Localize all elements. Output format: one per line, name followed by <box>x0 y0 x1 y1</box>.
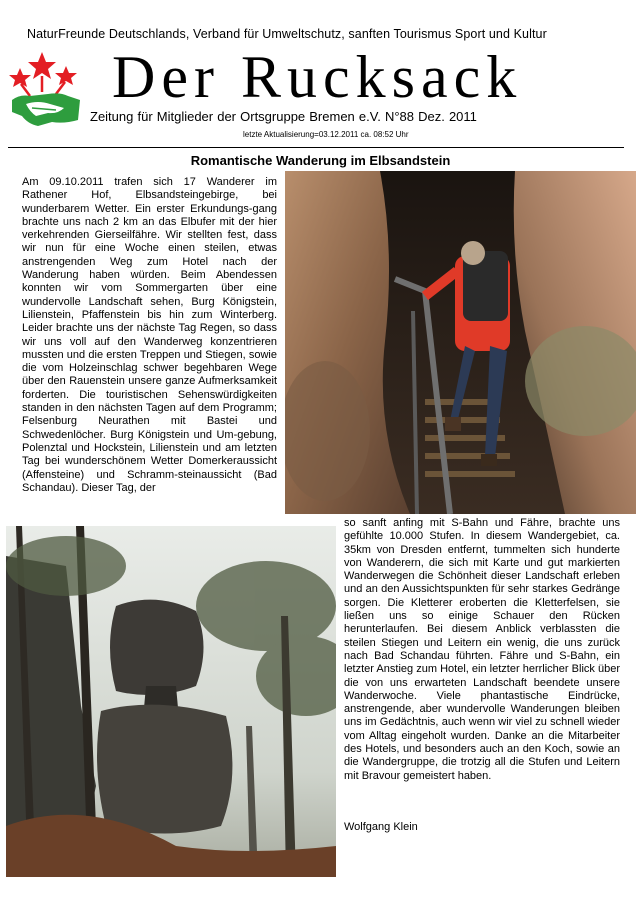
article-headline: Romantische Wanderung im Elbsandstein <box>190 153 451 168</box>
naturfreunde-logo-icon <box>8 50 84 128</box>
balanced-rock-in-fog-photo-icon <box>6 526 336 877</box>
article-author: Wolfgang Klein <box>344 821 418 833</box>
article-column-2: so sanft anfing mit S-Bahn und Fähre, brachte uns gefühlte 10.000 Stufen. In diesem Wandergebiet, ca. 35km von Dresden entfernt, tummelten sich hunderte von Wanderern, die sich mit Karte und gut markierten Wanderwegen die Schönheit dieser Landschaft erleben und an den Aussichtspunkten für sehr starkes Gedränge sorgen. Die Kletterer eroberten die Kletterfelsen, sie ließen uns so einige Schauer den Rücken herunterlaufen. Bei diesem Anblick verblassten die steilen Stiegen und Leitern ein wenig, die uns zurück nach Bad Schandau führten. Fähre und S-Bahn, ein letzter Anstieg zum Hotel, ein letzter herrlicher Blick über die von uns erwarteten Landschaft beendete unsere Wanderwoche. Viele phantastische Eindrücke, anstrengende, aber wundervolle Wanderungen bleiben uns im Gedächtnis, auch wenn wir viel zu schnell wieder vom Alltag eingeholt wurden. Danke an die Mitarbeiter des Hotels, und besonders auch an den Koch, sowie an die Wandergruppe, die trotzig all die Stufen und Leitern mit Bravour gemeistert haben. <box>344 517 620 782</box>
newspaper-subtitle: Zeitung für Mitglieder der Ortsgruppe Bremen e.V. N°88 Dez. 2011 <box>90 109 477 124</box>
header-divider <box>8 147 624 148</box>
hiker-climbing-rock-stairs-photo-icon <box>285 171 636 514</box>
article-column-1: Am 09.10.2011 trafen sich 17 Wanderer im Rathener Hof, Elbsandsteingebirge, bei wunderbarem Wetter. Ein erster Erkundungs-gang brachte uns nach 2 km an das Elbufer mit der hier verkehrenden Gierseilfähre. Wir stellten fest, dass wir nun für eine Woche einen steilen, etwas anstrengenden Weg zum Hotel nach der Wanderung haben würden. Beim Abendessen konnten wir vom Sommergarten über eine wundervolle Landschaft sehen, Burg Königstein, Lilienstein, Pfaffenstein bis hin zum Winterberg. Leider brachte uns der nächste Tag Regen, so dass wir uns voll auf den Wanderweg konzentrieren mussten und die ersten Treppen und Stiegen, sowie die vom Holzeinschlag schwer begehbaren Wege über den Rauenstein unsere ganze Aufmerksamkeit forderten. Die touristischen Sehenswürdigkeiten standen in den nächsten Tagen auf dem Programm; Felsenburg Neurathen mit Bastei und Schwedenlöcher. Burg Königstein und Um-gebung, Polenztal und Hockstein, Lilienstein und am letzten Tag bei wunderschönem Wetter Domerkeraussicht (Affensteine) und Schramm-steinaussicht (Bad Schandau). Dieser Tag, der <box>22 176 277 494</box>
newspaper-title: Der Rucksack <box>112 44 523 110</box>
last-updated-line: letzte Aktualisierung=03.12.2011 ca. 08:52 Uhr <box>243 130 409 139</box>
organization-line: NaturFreunde Deutschlands, Verband für Umweltschutz, sanften Tourismus Sport und Kultur <box>27 27 547 41</box>
